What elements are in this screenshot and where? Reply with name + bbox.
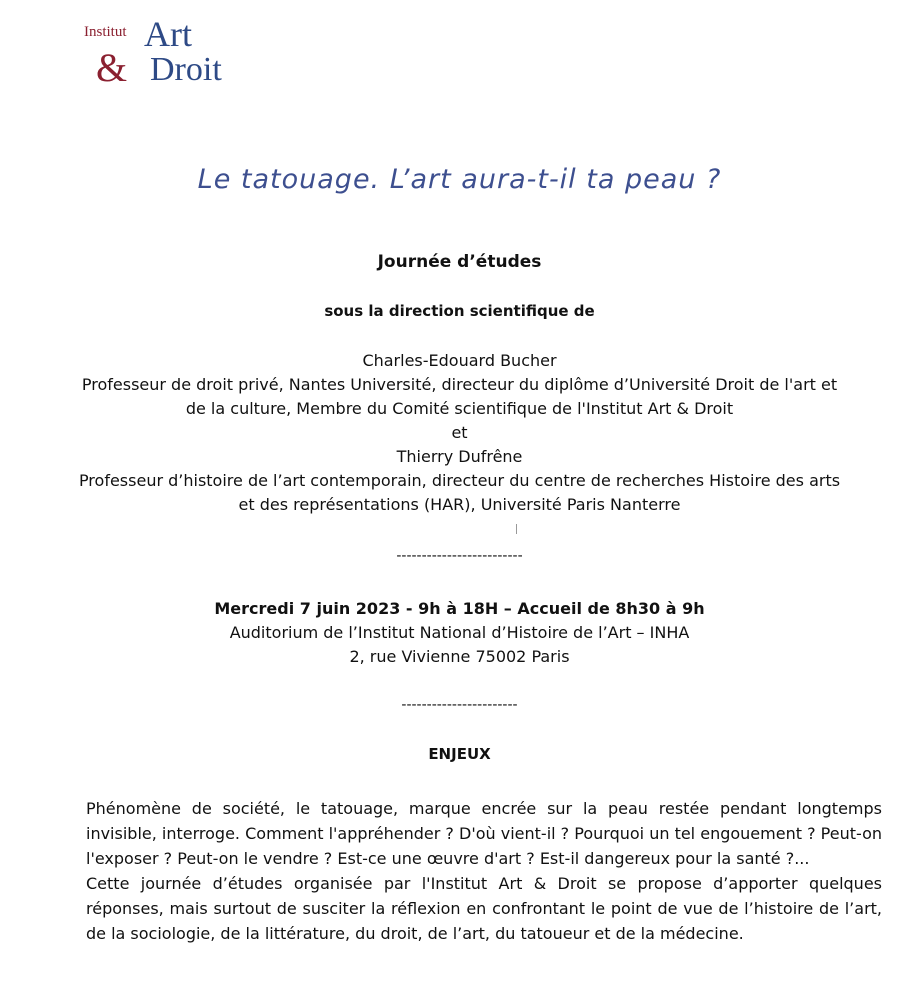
event-details [0,597,919,669]
logo-ampersand: & [96,45,128,90]
event-address: 2, rue Vivienne 75002 Paris [349,647,570,666]
organizer-role-line: de la culture, Membre du Comité scientifique de l'Institut Art & Droit [185,399,734,418]
event-date-line: Mercredi 7 juin 2023 - 9h à 18H – Accueil de 8h30 à 9h [214,599,705,618]
logo-droit-text: Droit [150,51,222,88]
event-type-heading: Journée d’études [377,252,542,272]
organizers-block [0,349,919,517]
organizer-role-line: et des représentations (HAR), Université Paris Nanterre [238,495,681,514]
separator-line: ------------------------- [396,548,523,564]
document-title: Le tatouage. L’art aura-t-il ta peau ? [197,164,722,195]
event-venue: Auditorium de l’Institut National d’Histoire de l’Art – INHA [229,623,690,642]
paragraph: Cette journée d’études organisée par l'Institut Art & Droit se propose d’apporter quelques réponses, mais surtout de susciter la réflexion en confrontant le point de vue de l’histoire de l’art, de la sociologie, de la littérature, du droit, de l’art, du tatoueur et de la médecine. [86,874,882,943]
conjunction-et: et [451,423,468,442]
stray-mark [516,524,517,534]
logo-institut-text: Institut [84,24,127,40]
organizer-name: Thierry Dufrêne [396,447,523,466]
organizer-role-line: Professeur d’histoire de l’art contemporain, directeur du centre de recherches Histoire des arts [78,471,841,490]
logo-art-text: Art [144,14,192,54]
direction-heading: sous la direction scientifique de [324,302,595,320]
paragraph: Phénomène de société, le tatouage, marque encrée sur la peau restée pendant longtemps invisible, interroge. Comment l'appréhender ? D'où vient-il ? Pourquoi un tel engouement ? Peut-on l'exposer ? Peut-on le vendre ? Est-ce une œuvre d'art ? Est-il dangereux pour la santé ?... [86,799,882,868]
organizer-role-line: Professeur de droit privé, Nantes Université, directeur du diplôme d’Université Droit de l'art et [81,375,838,394]
institut-logo [80,14,250,90]
organizer-name: Charles-Edouard Bucher [362,351,557,370]
enjeux-body [86,796,882,946]
section-heading-enjeux: ENJEUX [428,745,491,763]
separator-line: ----------------------- [401,697,518,713]
